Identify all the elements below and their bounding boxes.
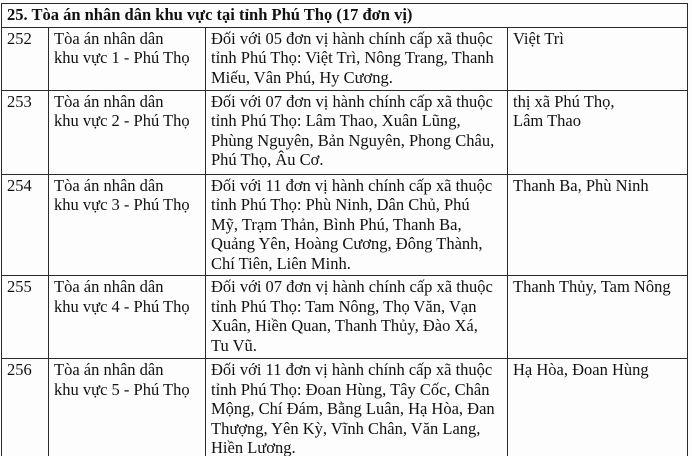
table-row [2, 27, 688, 90]
court-name [49, 27, 206, 90]
scope-line: Mỹ, Trạm Thản, Bình Phú, Thanh Ba, [211, 214, 462, 234]
scope-line: tỉnh Phú Thọ: Lâm Thao, Xuân Lũng, [211, 111, 461, 130]
table-row [2, 359, 688, 456]
area-line: Thanh Ba, Phù Ninh [513, 175, 649, 195]
court-name [49, 276, 206, 359]
scope-line: Mộng, Chí Đám, Bằng Luân, Hạ Hòa, Đan [211, 399, 495, 418]
area-line: Việt Trì [513, 28, 564, 48]
scope-line: tỉnh Phú Thọ: Đoan Hùng, Tây Cốc, Chân [211, 379, 490, 399]
scope-line: Tu Vũ. [211, 335, 257, 355]
court-name-line: khu vực 4 - Phú Thọ [54, 296, 190, 316]
scope-line: Miếu, Vân Phú, Hy Cương. [211, 67, 393, 87]
area-line: thị xã Phú Thọ, [513, 91, 615, 111]
scope-line: tỉnh Phú Thọ: Phù Ninh, Dân Chủ, Phú [211, 195, 470, 214]
court-name-line: khu vực 3 - Phú Thọ [54, 195, 190, 214]
court-name [49, 359, 206, 456]
row-number: 256 [2, 359, 49, 456]
area-line: Thanh Thủy, Tam Nông [513, 277, 671, 296]
table-row [2, 276, 688, 359]
former-area [508, 359, 688, 456]
row-number: 252 [2, 27, 49, 90]
court-name-line: Tòa án nhân dân [54, 360, 164, 379]
jurisdiction-scope [206, 27, 508, 90]
scope-line: Đối với 05 đơn vị hành chính cấp xã thuộc [211, 28, 493, 48]
scope-line: tỉnh Phú Thọ: Tam Nông, Thọ Văn, Vạn [211, 296, 477, 316]
jurisdiction-scope [206, 359, 508, 456]
court-name-line: khu vực 1 - Phú Thọ [54, 48, 190, 67]
row-number: 255 [2, 276, 49, 359]
row-number: 253 [2, 90, 49, 174]
scope-line: tỉnh Phú Thọ: Việt Trì, Nông Trang, Thanh [211, 48, 494, 67]
section-header-row [2, 4, 688, 28]
scope-line: Quảng Yên, Hoàng Cương, Đông Thành, [211, 234, 483, 253]
court-name-line: khu vực 2 - Phú Thọ [54, 111, 190, 130]
table-row [2, 174, 688, 276]
section-title: 25. Tòa án nhân dân khu vực tại tỉnh Phú Thọ (17 đơn vị) [2, 4, 688, 28]
court-name-line: khu vực 5 - Phú Thọ [54, 379, 190, 399]
court-name [49, 90, 206, 174]
court-name-line: Tòa án nhân dân [54, 91, 164, 111]
scope-line: Phú Thọ, Âu Cơ. [211, 150, 324, 169]
former-area [508, 90, 688, 174]
scope-line: Đối với 07 đơn vị hành chính cấp xã thuộc [211, 91, 493, 111]
scope-line: Phùng Nguyên, Bản Nguyên, Phong Châu, [211, 130, 495, 150]
scope-line: Đối với 11 đơn vị hành chính cấp xã thuộc [211, 360, 493, 379]
area-line: Lâm Thao [513, 111, 581, 130]
court-jurisdiction-table [1, 3, 688, 456]
table-row [2, 90, 688, 174]
scope-line: Đối với 11 đơn vị hành chính cấp xã thuộc [211, 175, 493, 195]
row-number: 254 [2, 174, 49, 276]
jurisdiction-scope [206, 90, 508, 174]
scope-line: Hiền Lương. [211, 438, 296, 456]
scope-line: Chí Tiên, Liên Minh. [211, 253, 351, 273]
area-line: Hạ Hòa, Đoan Hùng [513, 360, 649, 379]
former-area [508, 27, 688, 90]
court-name [49, 174, 206, 276]
jurisdiction-scope [206, 276, 508, 359]
court-name-line: Tòa án nhân dân [54, 175, 164, 195]
jurisdiction-scope [206, 174, 508, 276]
scope-line: Thượng, Yên Kỳ, Vĩnh Chân, Văn Lang, [211, 418, 481, 438]
scope-line: Xuân, Hiền Quan, Thanh Thủy, Đào Xá, [211, 316, 478, 335]
court-name-line: Tòa án nhân dân [54, 277, 164, 296]
court-name-line: Tòa án nhân dân [54, 28, 164, 48]
former-area [508, 174, 688, 276]
former-area [508, 276, 688, 359]
scope-line: Đối với 07 đơn vị hành chính cấp xã thuộc [211, 277, 493, 296]
